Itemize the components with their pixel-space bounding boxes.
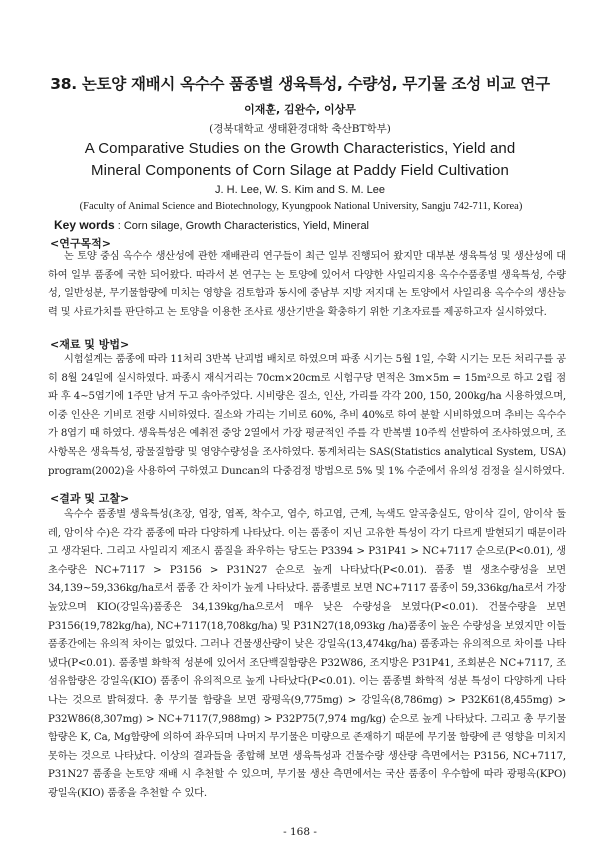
section-heading-objective: <연구목적> (50, 237, 111, 250)
section-body-methods: 시험설계는 품종에 따라 11처리 3반복 난괴법 배치로 하였으며 파종 시기는 5월 1일, 수확 시기는 모든 처리구를 공히 8월 24일에 실시하였다. 파종시 재식거리는 70cm×20cm로 시험구당 면적은 3m×5m = 15m²으로 하고 2립 점파 후 4~5엽기에 1주만 남겨 두고 솎아주었다. 시비량은 질소, 인산, 가리를 각각 200, 150, 200kg/ha 시용하였으며, 이중 인산은 기비로 전량 시비하였다. 질소와 가리는 기비로 60%, 추비 40%로 하여 분할 시비하였으며 추비는 옥수수가 8엽기 때 하였다. 생육특성은 예취전 중앙 2열에서 가장 평균적인 주를 각 반복별 10주씩 선발하여 조사하였으며, 조사항목은 생육특성, 광물질함량 및 영양수량성을 조사하였다. 통계처리는 SAS(Statistics analytical System, USA) program(2002)을 사용하여 구하였고 Duncan의 다중검정 방법으로 5% 및 1% 수준에서 유의성 검정을 실시하였다. (48, 354, 566, 477)
affiliation-korean: (경북대학교 생태환경대학 축산BT학부) (209, 123, 391, 135)
page-number: - 168 - (283, 826, 317, 838)
affiliation-english: (Faculty of Animal Science and Biotechnology, Kyungpook National University, Sangju 742-711, Korea) (79, 201, 523, 212)
keywords-line (54, 218, 564, 232)
section-heading-methods: <재료 및 방법> (50, 338, 130, 351)
keywords-label: Key words (54, 218, 115, 232)
section-heading-results: <결과 및 고찰> (50, 492, 130, 505)
title-en-line-1: A Comparative Studies on the Growth Characteristics, Yield and (84, 140, 516, 157)
section-body-results: 옥수수 품종별 생육특성(초장, 엽장, 엽폭, 착수고, 엽수, 하고엽, 근계, 녹색도 알곡충실도, 암이삭 길이, 암이삭 둘레, 암이삭 수)은 각각 품종에 따라 다양하게 나타났다. 이는 품종이 지닌 고유한 특성이 각기 다르게 발현되기 때문이라고 생각된다. 그리고 사일리지 제조시 품질을 좌우하는 당도는 P3394 > P31P41 > NC+7117 순으로(P<0.01), 생초수량은 NC+7117 > P3156 > P31N27 순으로 높게 나타났다(P<0.01). 품종 별 생초수량성을 보면 34,139~59,336kg/ha로서 품종 간 차이가 높게 나타났다. 품종별로 보면 NC+7117 품종이 59,336kg/ha로서 가장 높았으며 KIO(강일옥)품종은 34,139kg/ha으로서 매우 낮은 수량성을 보였다(P<0.01). 건물수량을 보면 P3156(19,782kg/ha), NC+7117(18,708kg/ha) 및 P31N27(18,093kg /ha)품종이 높은 수량성을 보였지만 이들 품종간에는 유의적 차이는 없었다. 그러나 건물생산량이 낮은 강일옥(13,474kg/ha) 품종과는 유의적으로 차이를 나타냈다(P<0.01). 품종별 화학적 성분에 있어서 조단백질함량은 P32W86, 조지방은 P31P41, 조회분은 NC+7117, 조섬유함량은 강일옥(KIO) 품종이 유의적으로 높게 나타났다(P<0.01). 이는 품종별 화학적 성분 특성이 다양하게 나타나는 것으로 밝혀졌다. 총 무기물 함량을 보면 광평옥(9,775mg) > 강일옥(8,786mg) > P32K61(8,455mg) > P32W86(8,307mg) > NC+7117(7,988mg) > P32P75(7,974 mg/kg) 순으로 높게 나타났다. 그리고 총 무기물 함량은 K, Ca, Mg함량에 의하여 좌우되며 나머지 무기물은 미량으로 존재하기 때문에 무기물 함량에 큰 영향을 미치지 못하는 것으로 나타났다. 이상의 결과들을 종합해 보면 생육특성과 건물수량 생산량 측면에서는 P3156, NC+7117, P31N27 품종을 논토양 재배 시 추천할 수 있으며, 무기물 생산 측면에서는 국산 품종이 우수함에 따라 광평옥(KPO) 광일옥(KIO) 품종을 추천할 수 있다. (48, 509, 566, 799)
title-en-line-2: Mineral Components of Corn Silage at Paddy Field Cultivation (91, 162, 509, 179)
section-body-objective: 논 토양 중심 옥수수 생산성에 관한 재배관리 연구들이 최근 일부 진행되어 왔지만 대부분 생육특성 및 생산성에 대하여 일부 품종에 국한 되어왔다. 따라서 본 연구는 논 토양에 있어서 다양한 사일리지용 옥수수품종별 생육특성, 수량성, 일반성분, 무기물함량에 미치는 영향을 검토함과 동시에 중남부 지방 저지대 논 토양에서 사일리용 옥수수의 생산능력 및 사료가치를 판단하고 논 토양을 이용한 조사료 생산기반을 확충하기 위한 기초자료를 제공하고자 실시하였다. (48, 251, 566, 318)
authors-korean: 이재훈, 김완수, 이상무 (244, 103, 356, 116)
paper-title-english (30, 138, 570, 182)
paper-title-korean: 38. 논토양 재배시 옥수수 품종별 생육특성, 수량성, 무기물 조성 비교 연구 (50, 75, 550, 93)
keywords-text: : Corn silage, Growth Characteristics, Yield, Mineral (114, 220, 370, 232)
authors-english: J. H. Lee, W. S. Kim and S. M. Lee (215, 184, 385, 196)
